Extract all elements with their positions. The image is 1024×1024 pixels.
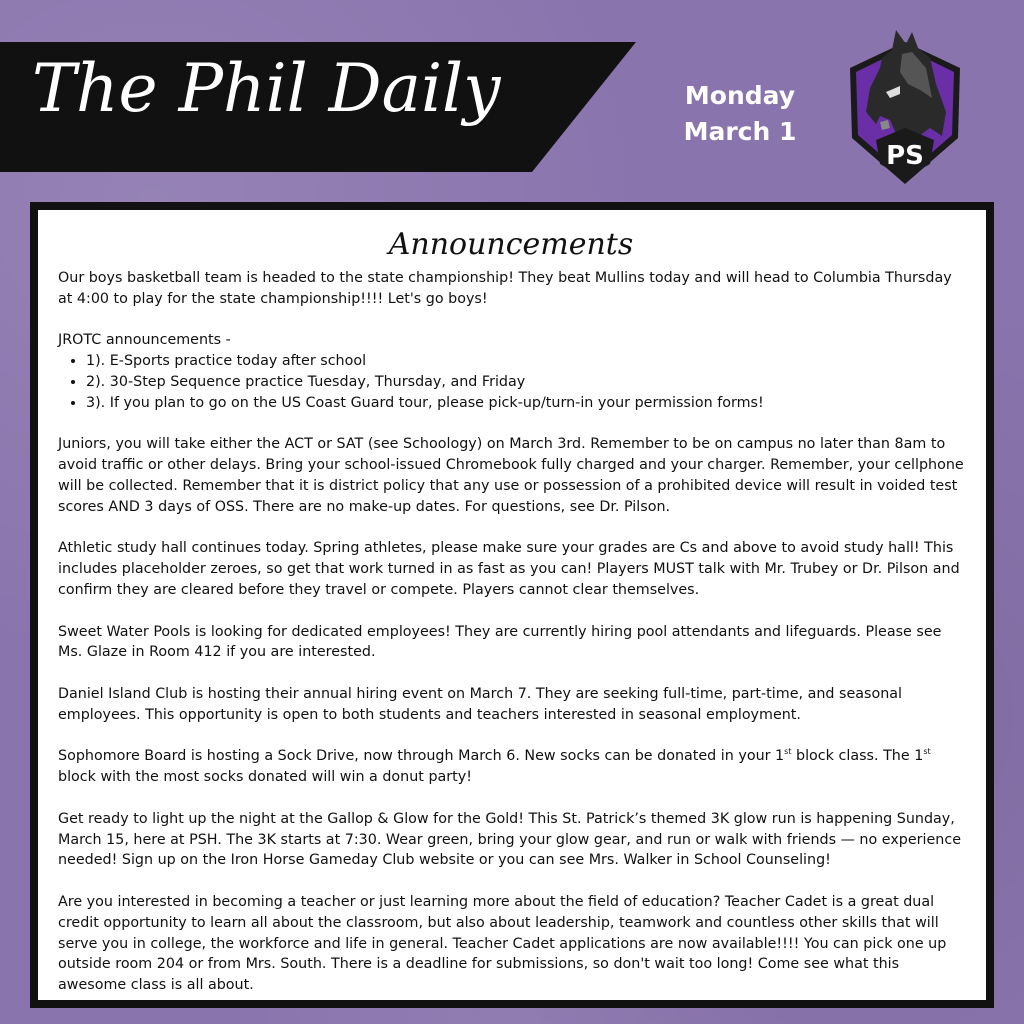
basketball-announcement: Our boys basketball team is headed to the state championship! They beat Mullins today and will head to Columbia Thursday at 4:00 to play for the state championship!!!! Let's go boys! xyxy=(58,270,952,307)
glow-run-announcement: Get ready to light up the night at the Gallop & Glow for the Gold! This St. Patrick’s themed 3K glow run is happening Sunday, March 15, here at PSH. The 3K starts at 7:30. Wear green, bring your glow gear, and run or walk with friends — no experience needed! Sign up on the Iron Horse Gameday Club website or you can see Mrs. Walker in School Counseling! xyxy=(58,810,962,869)
logo-letters: PS xyxy=(886,141,924,171)
newsletter-title: The Phil Daily xyxy=(32,50,501,127)
study-hall-announcement: Athletic study hall continues today. Spring athletes, please make sure your grades are Cs and above to avoid study hall! This includes placeholder zeroes, so get that work turned in as fast as you can! Players MUST talk with Mr. Trubey or Dr. Pilson and confirm they are cleared before they travel or compete. Players cannot clear themselves. xyxy=(58,540,960,598)
juniors-announcement: Juniors, you will take either the ACT or SAT (see Schoology) on March 3rd. Remember to be on campus no later than 8am to avoid traffic or other delays. Bring your school-issued Chromebook fully charged and your charger. Remember, your cellphone will be collected. Remember that it is district policy that any use or possession of a prohibited device will result in voided test scores AND 3 days of OSS. There are no make-up dates. For questions, see Dr. Pilson. xyxy=(58,436,964,515)
pools-announcement: Sweet Water Pools is looking for dedicated employees! They are currently hiring pool attendants and lifeguards. Please see Ms. Glaze in Room 412 if you are interested. xyxy=(58,623,942,661)
jrotc-title: JROTC announcements - xyxy=(58,332,231,349)
sock-text-1: Sophomore Board is hosting a Sock Drive, now through March 6. New socks can be donated in your 1 xyxy=(58,748,785,765)
teacher-cadet-announcement: Are you interested in becoming a teacher or just learning more about the field of education? Teacher Cadet is a great dual credit opportunity to learn all about the classroom, but also about leadership, teamwork and countless other skills that will serve you in college, the workforce and life in general. Teacher Cadet applications are now available!!!! You can pick one up outside room 204 or from Mrs. South. There is a deadline for submissions, so don't wait too long! Come see what this awesome class is all about. xyxy=(58,893,947,994)
sock-text-3: block with the most socks donated will win a donut party! xyxy=(58,769,472,786)
announcements-content xyxy=(38,210,986,1000)
sock-sup-2: st xyxy=(923,747,931,757)
date-date: March 1 xyxy=(683,117,797,146)
jrotc-item: • 2). 30-Step Sequence practice Tuesday, Thursday, and Friday xyxy=(86,372,964,393)
daniel-island-announcement: Daniel Island Club is hosting their annual hiring event on March 7. They are seeking full-time, part-time, and seasonal employees. This opportunity is open to both students and teachers interested in seasonal employment. xyxy=(58,685,903,723)
sock-text-2: block class. The 1 xyxy=(791,748,924,765)
announcements-body xyxy=(58,268,964,996)
jrotc-item: • 1). E-Sports practice today after school xyxy=(86,351,964,372)
announcements-panel xyxy=(30,202,994,1008)
sock-sup-1: st xyxy=(784,747,792,757)
jrotc-list xyxy=(58,351,964,413)
date-block xyxy=(660,78,820,150)
horse-mascot-logo xyxy=(846,28,964,188)
date-day: Monday xyxy=(684,81,796,110)
sock-drive-announcement xyxy=(58,746,964,788)
jrotc-item: • 3). If you plan to go on the US Coast Guard tour, please pick-up/turn-in your permission forms! xyxy=(86,393,964,414)
announcements-heading: Announcements xyxy=(388,227,634,262)
